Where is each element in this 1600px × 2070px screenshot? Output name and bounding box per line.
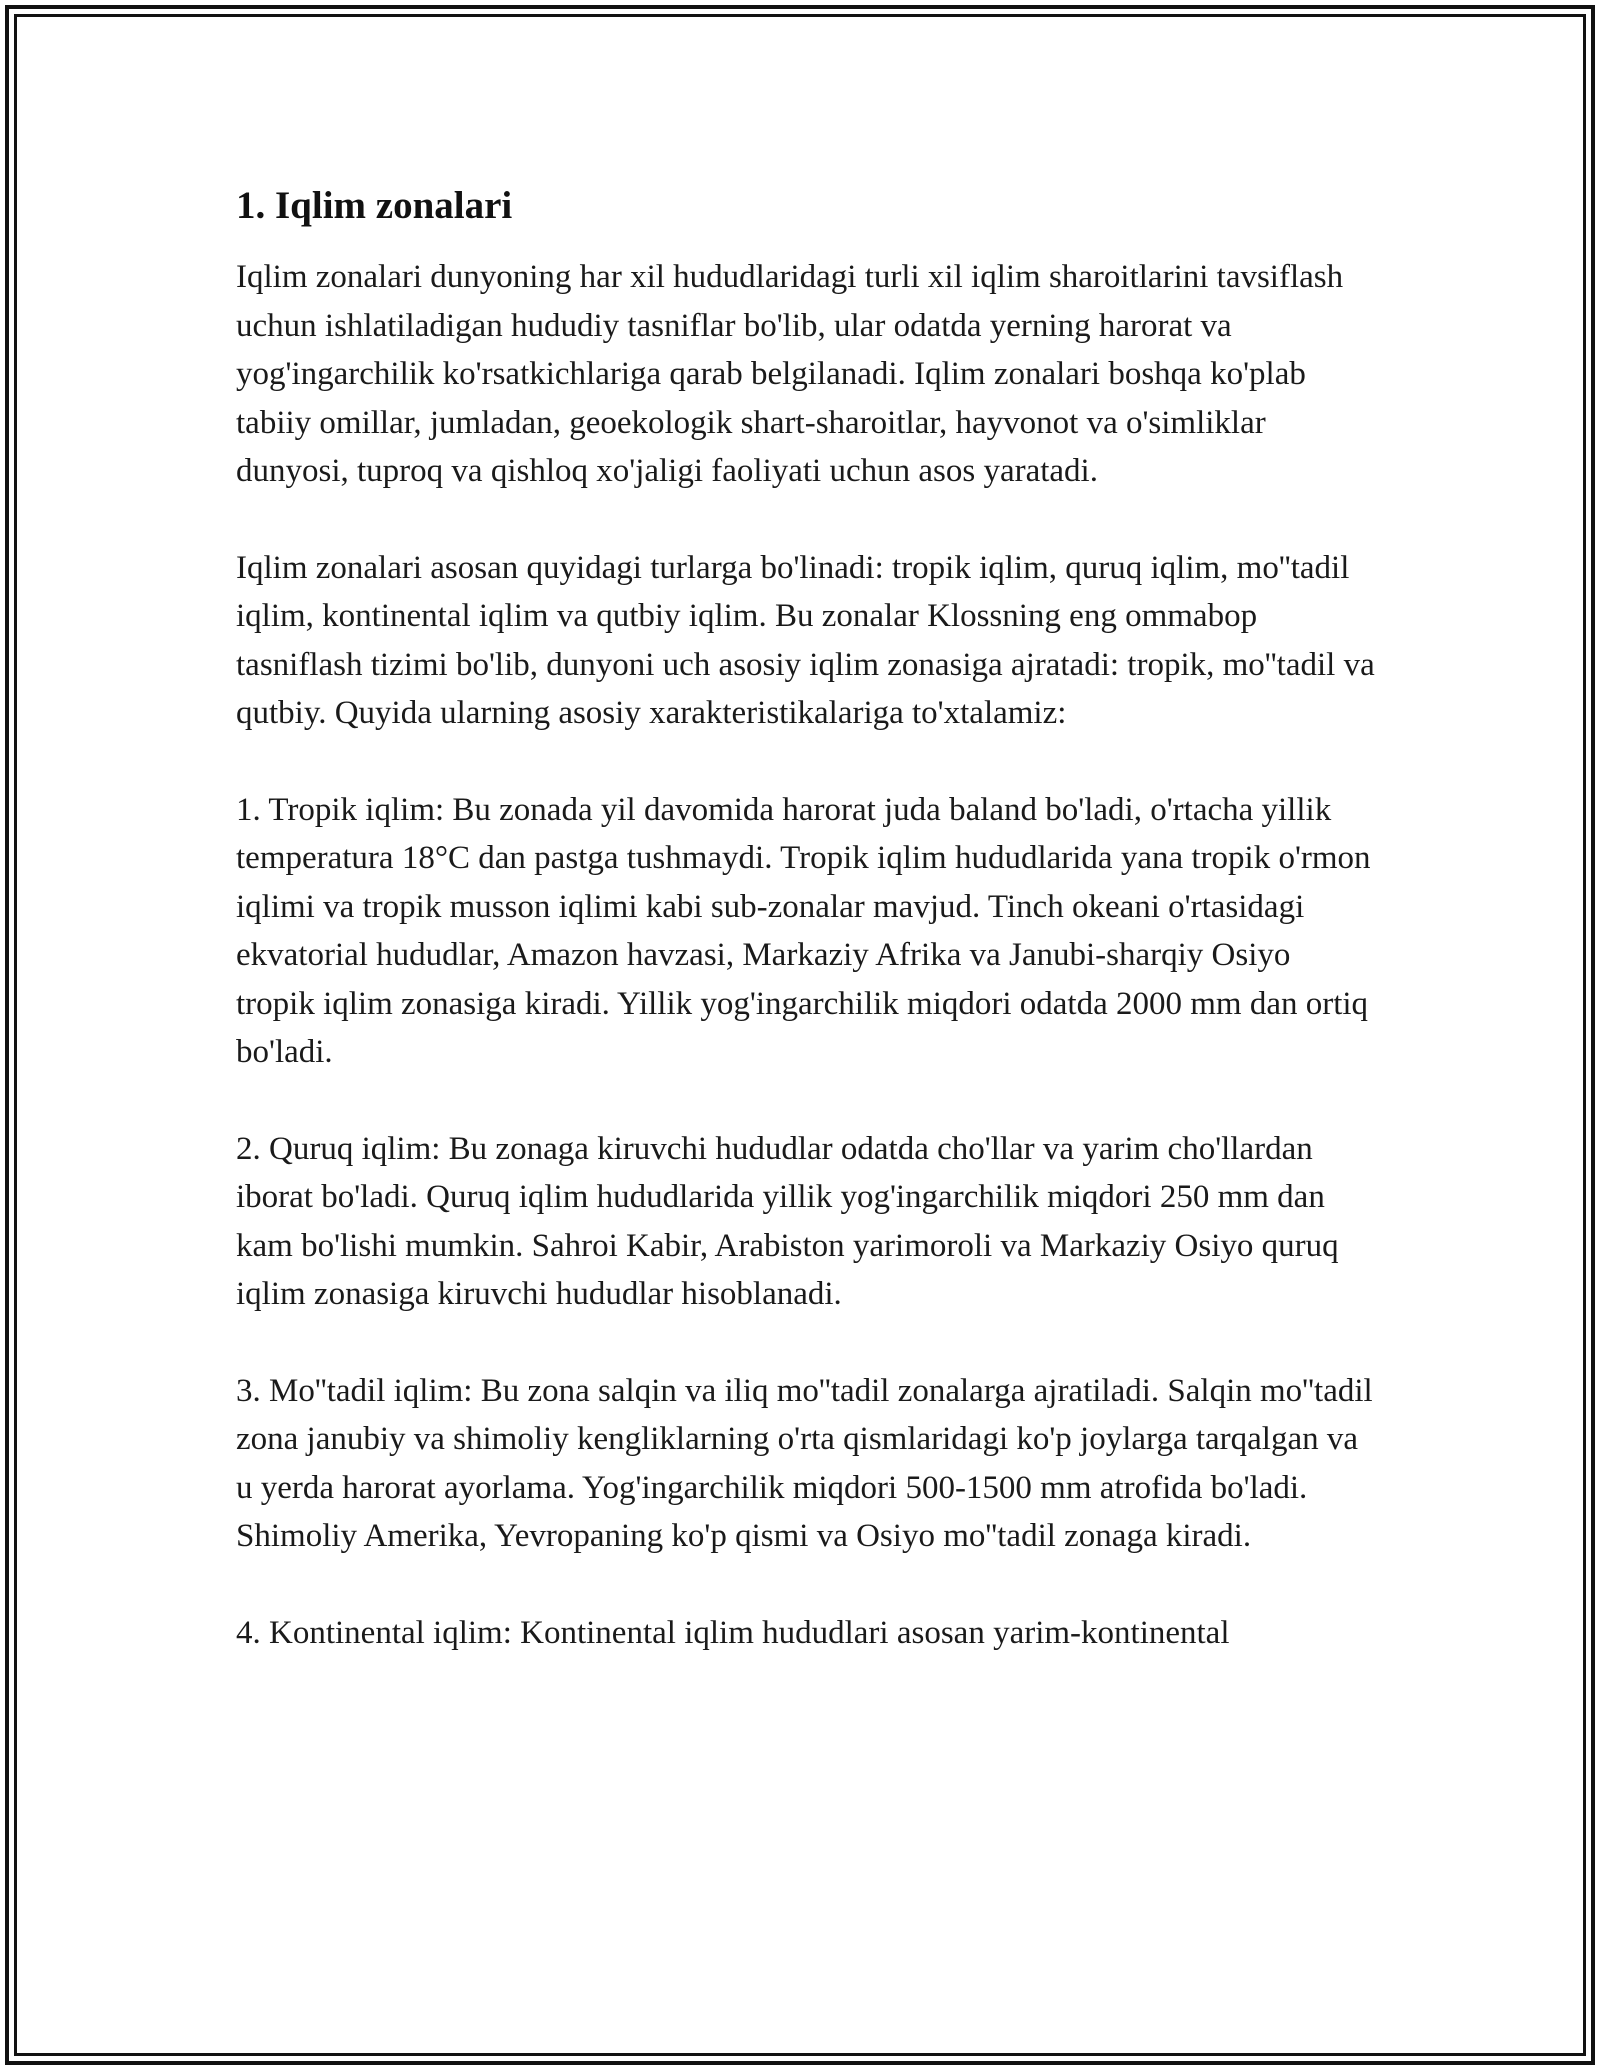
paragraph-tropical-climate: 1. Tropik iqlim: Bu zonada yil davomida harorat juda baland bo'ladi, o'rtacha yillik temperatura 18°C dan pastga tushmaydi. Tropik iqlim hududlarida yana tropik o'rmon iqlimi va tropik musson iqlimi kabi sub-zonalar mavjud. Tinch okeani o'rtasidagi ekvatorial hududlar, Amazon havzasi, Markaziy Afrika va Janubi-sharqiy Osiyo tropik iqlim zonasiga kiradi. Yillik yog'ingarchilik miqdori odatda 2000 mm dan ortiq bo'ladi. [236, 791, 1371, 1070]
paragraph-dry-climate: 2. Quruq iqlim: Bu zonaga kiruvchi hududlar odatda cho'llar va yarim cho'llardan iborat bo'ladi. Quruq iqlim hududlarida yillik yog'ingarchilik miqdori 250 mm dan kam bo'lishi mumkin. Sahroi Kabir, Arabiston yarimoroli va Markaziy Osiyo quruq iqlim zonasiga kiruvchi hududlar hisoblanadi. [236, 1130, 1339, 1312]
paragraph-continental-climate: 4. Kontinental iqlim: Kontinental iqlim hududlari asosan yarim-kontinental [236, 1614, 1230, 1651]
paragraph-intro: Iqlim zonalari dunyoning har xil hududlaridagi turli xil iqlim sharoitlarini tavsiflash uchun ishlatiladigan hududiy tasniflar bo'lib, ular odatda yerning harorat va yog'ingarchilik ko'rsatkichlariga qarab belgilanadi. Iqlim zonalari boshqa ko'plab tabiiy omillar, jumladan, geoekologik shart-sharoitlar, hayvonot va o'simliklar dunyosi, tuproq va qishloq xo'jaligi faoliyati uchun asos yaratadi. [236, 259, 1344, 489]
paragraph-temperate-climate: 3. Mo''tadil iqlim: Bu zona salqin va iliq mo''tadil zonalarga ajratiladi. Salqin mo''tadil zona janubiy va shimoliy kengliklarning o'rta qismlaridagi ko'p joylarga tarqalgan va u yerda harorat ayorlama. Yog'ingarchilik miqdori 500-1500 mm atrofida bo'ladi. Shimoliy Amerika, Yevropaning ko'p qismi va Osiyo mo''tadil zonaga kiradi. [236, 1372, 1373, 1554]
document-body [236, 183, 1376, 1705]
section-heading: 1. Iqlim zonalari [236, 184, 513, 227]
paragraph-zone-types: Iqlim zonalari asosan quyidagi turlarga bo'linadi: tropik iqlim, quruq iqlim, mo''tadil iqlim, kontinental iqlim va qutbiy iqlim. Bu zonalar Klossning eng ommabop tasniflash tizimi bo'lib, dunyoni uch asosiy iqlim zonasiga ajratadi: tropik, mo''tadil va qutbiy. Quyida ularning asosiy xarakteristikalariga to'xtalamiz: [236, 549, 1375, 731]
